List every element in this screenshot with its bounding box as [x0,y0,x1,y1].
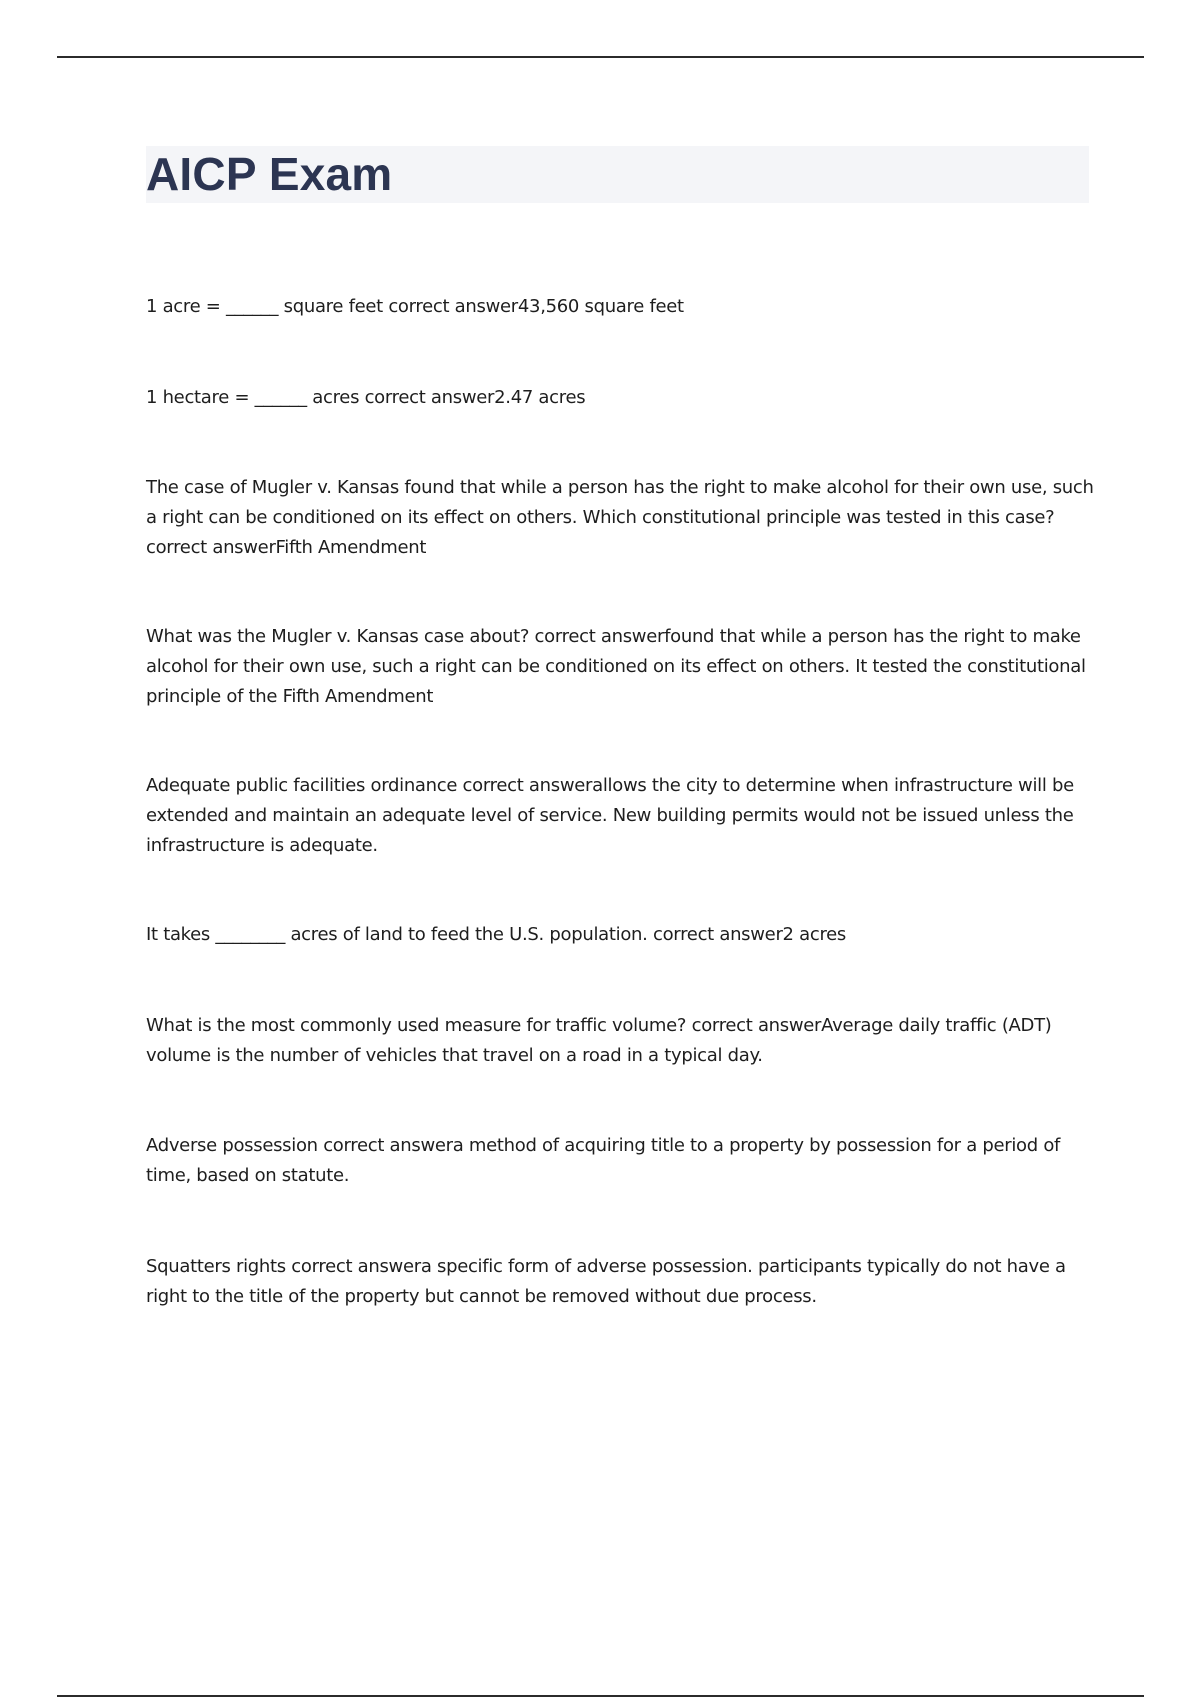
qa-item: What is the most commonly used measure for traffic volume? correct answerAverage daily traffic (ADT) volume is the number of vehicles that travel on a road in a typical day. [146,1015,1052,1066]
qa-item: Adverse possession correct answera method of acquiring title to a property by possession for a period of time, based on statute. [146,1135,1061,1186]
qa-item: 1 acre = ______ square feet correct answer43,560 square feet [146,296,684,317]
qa-item: Adequate public facilities ordinance correct answerallows the city to determine when infrastructure will be extended and maintain an adequate level of service. New building permits would not be issued unless the infrastructure is adequate. [146,775,1074,856]
qa-item: 1 hectare = ______ acres correct answer2.47 acres [146,387,586,408]
qa-item: Squatters rights correct answera specific form of adverse possession. participants typically do not have a right to the title of the property but cannot be removed without due process. [146,1256,1066,1307]
footer-rule [57,1695,1144,1697]
header-rule [57,56,1144,58]
qa-item: It takes ________ acres of land to feed the U.S. population. correct answer2 acres [146,924,847,945]
qa-item: What was the Mugler v. Kansas case about? correct answerfound that while a person has the right to make alcohol for their own use, such a right can be conditioned on its effect on others. It tested the constitutional principle of the Fifth Amendment [146,626,1086,707]
qa-item: The case of Mugler v. Kansas found that while a person has the right to make alcohol for their own use, such a right can be conditioned on its effect on others. Which constitutional principle was tested in this case? correct answerFifth Amendment [146,477,1094,558]
page-title: AICP Exam [146,148,393,200]
